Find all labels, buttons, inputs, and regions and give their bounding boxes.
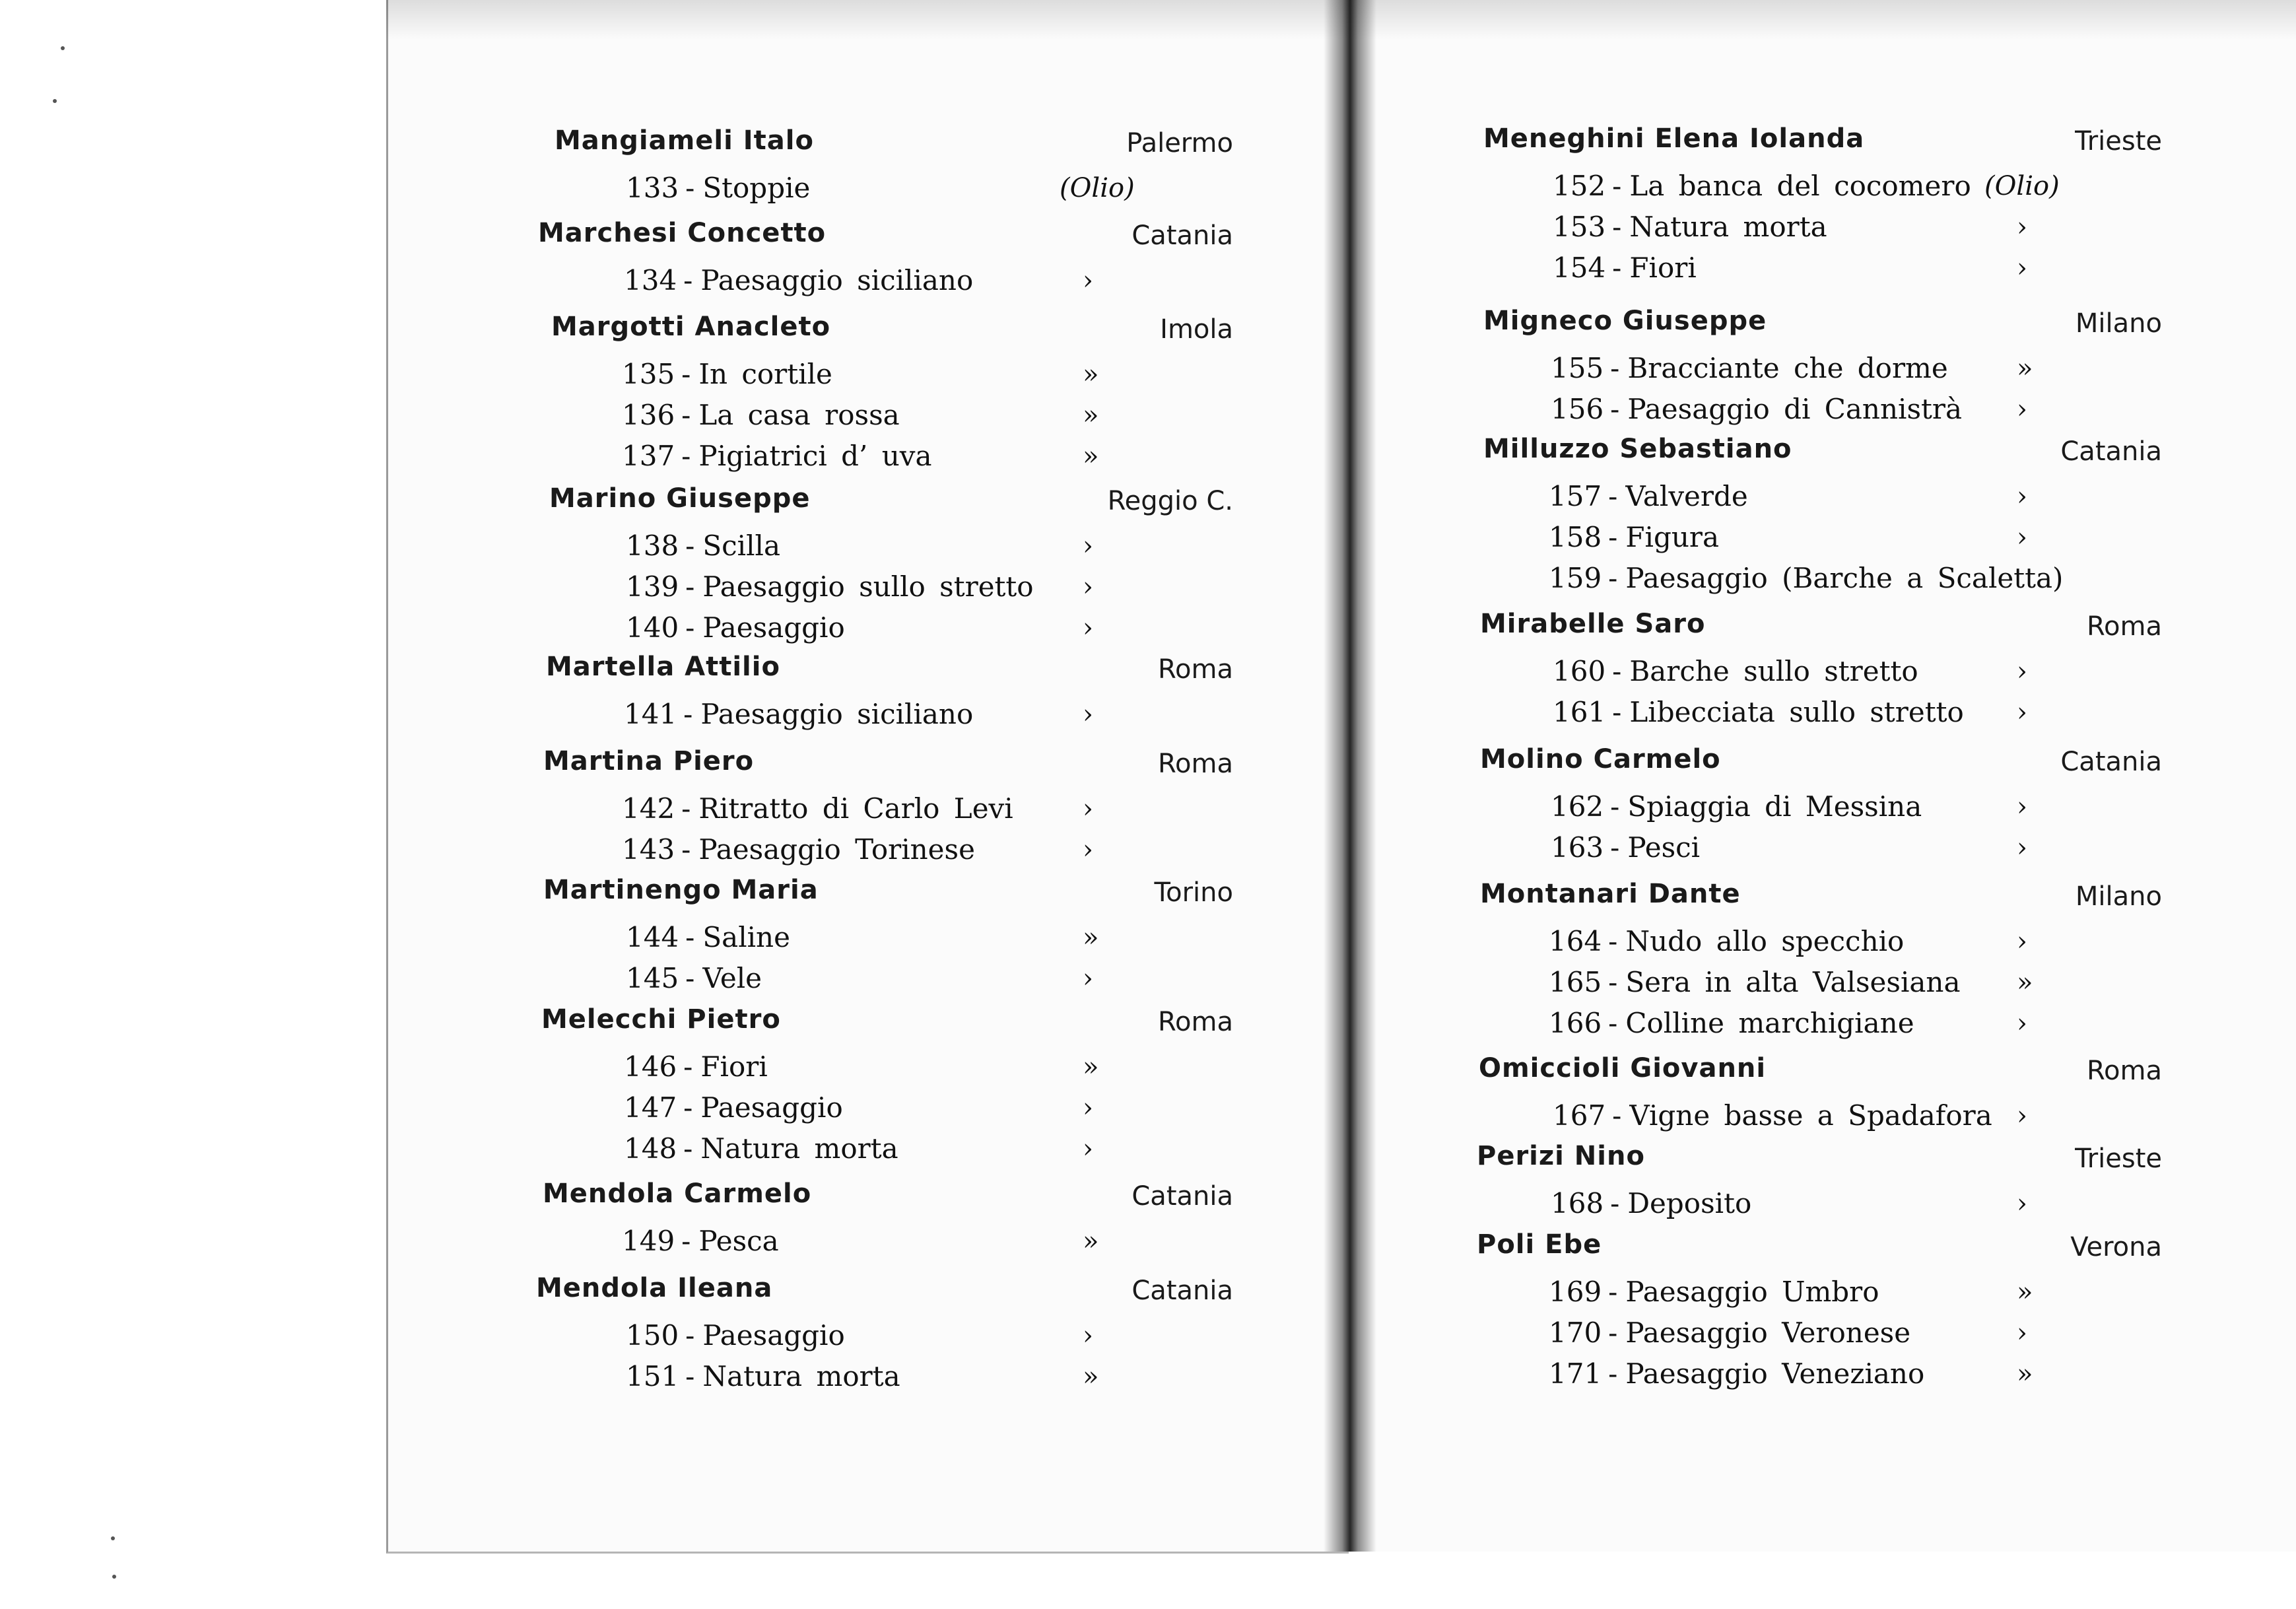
artist-city: Imola <box>1160 314 1233 345</box>
catalog-entry <box>622 440 932 472</box>
ditto-mark: › <box>1083 1134 1093 1164</box>
entry-title: Natura morta <box>700 1132 898 1165</box>
entry-number: 137 <box>622 440 675 472</box>
ditto-mark: › <box>2017 656 2027 687</box>
entry-dash: - <box>1610 352 1620 384</box>
artist-name: Margotti Anacleto <box>551 312 831 342</box>
ditto-mark: › <box>2017 481 2027 512</box>
ditto-mark: › <box>2017 253 2027 283</box>
entry-title: Natura morta <box>702 1360 900 1392</box>
entry-dash: - <box>683 698 693 730</box>
artist-name: Mendola Carmelo <box>543 1179 812 1209</box>
catalog-entry <box>1553 252 1697 284</box>
entry-title: Paesaggio <box>702 611 845 644</box>
entry-number: 158 <box>1549 521 1602 553</box>
entry-dash: - <box>1608 1276 1618 1308</box>
entry-title: Sera in alta Valsesiana <box>1625 966 1961 998</box>
artist-city: Roma <box>1158 1007 1233 1037</box>
entry-dash: - <box>1608 562 1618 594</box>
entry-dash: - <box>1608 966 1618 998</box>
entry-dash: - <box>685 611 695 644</box>
entry-number: 166 <box>1549 1007 1602 1039</box>
catalog-entry <box>626 611 845 644</box>
entry-dash: - <box>681 833 691 866</box>
artist-city: Milano <box>2075 308 2162 339</box>
entry-number: 154 <box>1553 252 1606 284</box>
entry-number: 155 <box>1551 352 1604 384</box>
entry-title: Pesca <box>698 1225 779 1257</box>
entry-title: Libecciata sullo stretto <box>1629 696 1964 728</box>
entry-title: Vele <box>702 962 762 994</box>
ditto-mark: › <box>2017 926 2027 957</box>
entry-title: Paesaggio sullo stretto <box>702 570 1034 603</box>
entry-number: 169 <box>1549 1276 1602 1308</box>
dust-speck <box>53 99 57 103</box>
entry-title: Nudo allo specchio <box>1625 925 1905 957</box>
ditto-mark: » <box>2017 353 2033 384</box>
entry-number: 153 <box>1553 211 1606 243</box>
artist-city: Roma <box>2087 1056 2162 1086</box>
artist-city: Reggio C. <box>1107 486 1233 516</box>
entry-number: 139 <box>626 570 679 603</box>
entry-title: Figura <box>1625 521 1720 553</box>
entry-number: 156 <box>1551 393 1604 425</box>
entry-title: Paesaggio di Cannistrà <box>1627 393 1963 425</box>
catalog-entry <box>624 1091 843 1124</box>
entry-title: La banca del cocomero <box>1629 170 1971 202</box>
ditto-mark: › <box>2017 792 2027 822</box>
entry-number: 171 <box>1549 1357 1602 1390</box>
entry-dash: - <box>1612 1099 1622 1132</box>
artist-city: Trieste <box>2075 126 2162 156</box>
artist-name: Marchesi Concetto <box>538 218 827 248</box>
catalog-entry <box>1549 1357 1924 1390</box>
entry-title: Natura morta <box>1629 211 1827 243</box>
catalog-entry <box>626 1319 845 1352</box>
entry-title: Vigne basse a Spadafora <box>1629 1099 1992 1132</box>
entry-dash: - <box>685 570 695 603</box>
artist-city: Catania <box>1131 1181 1233 1212</box>
catalog-entry <box>1549 562 2063 594</box>
entry-number: 164 <box>1549 925 1602 957</box>
entry-title: Paesaggio <box>700 1091 843 1124</box>
catalog-entry <box>1549 1007 1914 1039</box>
entry-number: 170 <box>1549 1317 1602 1349</box>
entry-title: Ritratto di Carlo Levi <box>698 792 1013 825</box>
artist-city: Verona <box>2070 1232 2162 1262</box>
entry-title: Paesaggio Torinese <box>698 833 975 866</box>
ditto-mark: › <box>2017 1008 2027 1039</box>
catalog-entry <box>624 698 973 730</box>
entry-title: Barche sullo stretto <box>1629 655 1918 687</box>
ditto-mark: › <box>1083 572 1093 602</box>
ditto-mark: » <box>1083 1226 1099 1256</box>
entry-number: 167 <box>1553 1099 1606 1132</box>
entry-number: 161 <box>1553 696 1606 728</box>
catalog-entry <box>622 833 975 866</box>
ditto-mark: › <box>1083 963 1093 994</box>
catalog-entry <box>1551 352 1948 384</box>
ditto-mark: › <box>2017 394 2027 425</box>
entry-number: 151 <box>626 1360 679 1392</box>
catalog-entry <box>622 358 832 390</box>
entry-title: Paesaggio siciliano <box>700 698 974 730</box>
entry-number: 143 <box>622 833 675 866</box>
catalog-entry <box>1551 831 1700 864</box>
entry-dash: - <box>1610 1187 1620 1219</box>
catalog-entry <box>626 962 762 994</box>
catalog-entry <box>622 1225 779 1257</box>
entry-number: 141 <box>624 698 677 730</box>
catalog-entry <box>1549 1276 1879 1308</box>
ditto-mark: › <box>2017 522 2027 553</box>
entry-dash: - <box>1608 480 1618 512</box>
catalog-entry <box>1549 925 1904 957</box>
artist-name: Mangiameli Italo <box>555 125 814 156</box>
ditto-mark: » <box>1083 1052 1099 1082</box>
ditto-mark: › <box>1083 531 1093 561</box>
artist-name: Milluzzo Sebastiano <box>1483 434 1792 464</box>
entry-dash: - <box>681 792 691 825</box>
entry-title: Valverde <box>1625 480 1748 512</box>
artist-name: Migneco Giuseppe <box>1483 306 1767 336</box>
catalog-entry <box>626 1360 900 1392</box>
entry-dash: - <box>1610 831 1620 864</box>
artist-name: Melecchi Pietro <box>541 1004 781 1035</box>
catalog-entry <box>622 792 1013 825</box>
catalog-entry <box>1549 480 1748 512</box>
catalog-entry <box>624 1132 898 1165</box>
ditto-mark: › <box>2017 1101 2027 1131</box>
entry-dash: - <box>1610 790 1620 823</box>
ditto-mark: » <box>2017 1359 2033 1389</box>
medium-label: (Olio) <box>1060 173 1135 203</box>
entry-title: Saline <box>702 921 790 953</box>
artist-name: Meneghini Elena Iolanda <box>1483 123 1865 154</box>
entry-number: 142 <box>622 792 675 825</box>
entry-dash: - <box>681 1225 691 1257</box>
catalog-entry <box>1551 393 1962 425</box>
catalog-entry <box>626 570 1034 603</box>
entry-number: 152 <box>1553 170 1606 202</box>
dust-speck <box>112 1575 116 1579</box>
entry-number: 149 <box>622 1225 675 1257</box>
entry-number: 162 <box>1551 790 1604 823</box>
artist-city: Roma <box>1158 749 1233 779</box>
entry-number: 136 <box>622 399 675 431</box>
artist-name: Martina Piero <box>543 746 755 776</box>
entry-number: 147 <box>624 1091 677 1124</box>
ditto-mark: › <box>1083 794 1093 824</box>
entry-dash: - <box>683 1091 693 1124</box>
entry-number: 148 <box>624 1132 677 1165</box>
artist-name: Martella Attilio <box>546 652 780 682</box>
catalog-entry <box>1553 211 1827 243</box>
ditto-mark: › <box>2017 833 2027 863</box>
medium-label: (Olio) <box>1984 171 2060 201</box>
entry-title: In cortile <box>698 358 832 390</box>
catalog-entry <box>626 172 810 204</box>
artist-name: Molino Carmelo <box>1480 744 1721 774</box>
catalog-entry <box>1551 1187 1751 1219</box>
catalog-entry <box>624 264 973 296</box>
entry-number: 150 <box>626 1319 679 1352</box>
entry-number: 145 <box>626 962 679 994</box>
catalog-entry <box>626 921 790 953</box>
entry-dash: - <box>1612 696 1622 728</box>
catalog-entry <box>626 530 780 562</box>
entry-dash: - <box>681 399 691 431</box>
entry-number: 165 <box>1549 966 1602 998</box>
artist-city: Catania <box>2060 747 2162 777</box>
artist-name: Marino Giuseppe <box>549 483 811 514</box>
ditto-mark: › <box>1083 1093 1093 1123</box>
artist-city: Catania <box>2060 436 2162 467</box>
artist-city: Trieste <box>2075 1144 2162 1174</box>
entry-dash: - <box>1608 1357 1618 1390</box>
ditto-mark: » <box>2017 1277 2033 1307</box>
entry-title: Bracciante che dorme <box>1627 352 1948 384</box>
entry-number: 160 <box>1553 655 1606 687</box>
entry-title: Paesaggio <box>702 1319 845 1352</box>
dust-speck <box>111 1536 115 1540</box>
artist-city: Milano <box>2075 881 2162 912</box>
entry-title: Scilla <box>702 530 781 562</box>
ditto-mark: › <box>2017 1318 2027 1348</box>
artist-name: Omiccioli Giovanni <box>1479 1053 1767 1083</box>
entry-dash: - <box>1608 1007 1618 1039</box>
entry-number: 157 <box>1549 480 1602 512</box>
artist-name: Perizi Nino <box>1477 1141 1645 1171</box>
entry-title: Pesci <box>1627 831 1701 864</box>
entry-number: 144 <box>626 921 679 953</box>
entry-dash: - <box>1612 252 1622 284</box>
entry-dash: - <box>1608 1317 1618 1349</box>
artist-city: Palermo <box>1126 128 1233 158</box>
entry-title: Paesaggio siciliano <box>700 264 974 296</box>
entry-dash: - <box>685 1360 695 1392</box>
artist-city: Torino <box>1154 877 1233 908</box>
entry-number: 138 <box>626 530 679 562</box>
entry-dash: - <box>685 962 695 994</box>
entry-number: 134 <box>624 264 677 296</box>
entry-title: Paesaggio (Barche a Scaletta) <box>1625 562 2064 594</box>
catalog-entry <box>1549 521 1719 553</box>
entry-number: 159 <box>1549 562 1602 594</box>
catalog-entry <box>1553 170 1971 202</box>
entry-dash: - <box>1610 393 1620 425</box>
entry-title: Stoppie <box>702 172 811 204</box>
entry-title: Paesaggio Umbro <box>1625 1276 1879 1308</box>
entry-dash: - <box>1612 211 1622 243</box>
entry-dash: - <box>683 1132 693 1165</box>
artist-name: Martinengo Maria <box>543 875 819 905</box>
entry-title: Pigiatrici d’ uva <box>698 440 932 472</box>
ditto-mark: » <box>1083 359 1099 390</box>
entry-title: Deposito <box>1627 1187 1752 1219</box>
book-gutter <box>1324 0 1376 1552</box>
entry-number: 140 <box>626 611 679 644</box>
entry-title: Paesaggio Veronese <box>1625 1317 1911 1349</box>
entry-dash: - <box>681 358 691 390</box>
artist-city: Roma <box>1158 654 1233 685</box>
entry-number: 133 <box>626 172 679 204</box>
ditto-mark: › <box>2017 212 2027 242</box>
ditto-mark: › <box>1083 613 1093 643</box>
entry-title: Fiori <box>1629 252 1697 284</box>
entry-dash: - <box>685 530 695 562</box>
ditto-mark: » <box>2017 967 2033 998</box>
artist-name: Mirabelle Saro <box>1480 609 1706 639</box>
entry-number: 146 <box>624 1050 677 1083</box>
catalog-entry <box>1551 790 1922 823</box>
ditto-mark: » <box>1083 922 1099 953</box>
entry-dash: - <box>683 1050 693 1083</box>
entry-dash: - <box>1612 655 1622 687</box>
entry-number: 135 <box>622 358 675 390</box>
entry-dash: - <box>685 172 695 204</box>
ditto-mark: » <box>1083 400 1099 430</box>
entry-dash: - <box>1608 521 1618 553</box>
artist-name: Montanari Dante <box>1480 879 1741 909</box>
entry-dash: - <box>685 1319 695 1352</box>
catalog-entry <box>1549 966 1961 998</box>
dust-speck <box>61 46 65 50</box>
ditto-mark: › <box>1083 699 1093 730</box>
entry-dash: - <box>683 264 693 296</box>
entry-number: 163 <box>1551 831 1604 864</box>
ditto-mark: › <box>1083 265 1093 296</box>
ditto-mark: › <box>1083 835 1093 865</box>
ditto-mark: › <box>2017 697 2027 728</box>
catalog-entry <box>1553 655 1918 687</box>
catalog-entry <box>624 1050 768 1083</box>
entry-title: Spiaggia di Messina <box>1627 790 1922 823</box>
entry-dash: - <box>681 440 691 472</box>
entry-title: Paesaggio Veneziano <box>1625 1357 1925 1390</box>
entry-title: La casa rossa <box>698 399 900 431</box>
artist-city: Catania <box>1131 221 1233 251</box>
artist-city: Catania <box>1131 1276 1233 1306</box>
entry-number: 168 <box>1551 1187 1604 1219</box>
artist-city: Roma <box>2087 611 2162 642</box>
entry-title: Colline marchigiane <box>1625 1007 1914 1039</box>
ditto-mark: » <box>1083 441 1099 471</box>
catalog-entry <box>1553 1099 1992 1132</box>
catalog-entry <box>1549 1317 1910 1349</box>
entry-dash: - <box>685 921 695 953</box>
entry-dash: - <box>1612 170 1622 202</box>
ditto-mark: » <box>1083 1361 1099 1392</box>
entry-title: Fiori <box>700 1050 768 1083</box>
catalog-entry <box>1553 696 1964 728</box>
entry-dash: - <box>1608 925 1618 957</box>
ditto-mark: › <box>1083 1320 1093 1351</box>
catalog-entry <box>622 399 900 431</box>
ditto-mark: › <box>2017 1188 2027 1219</box>
artist-name: Poli Ebe <box>1477 1229 1602 1260</box>
artist-name: Mendola Ileana <box>536 1273 773 1303</box>
